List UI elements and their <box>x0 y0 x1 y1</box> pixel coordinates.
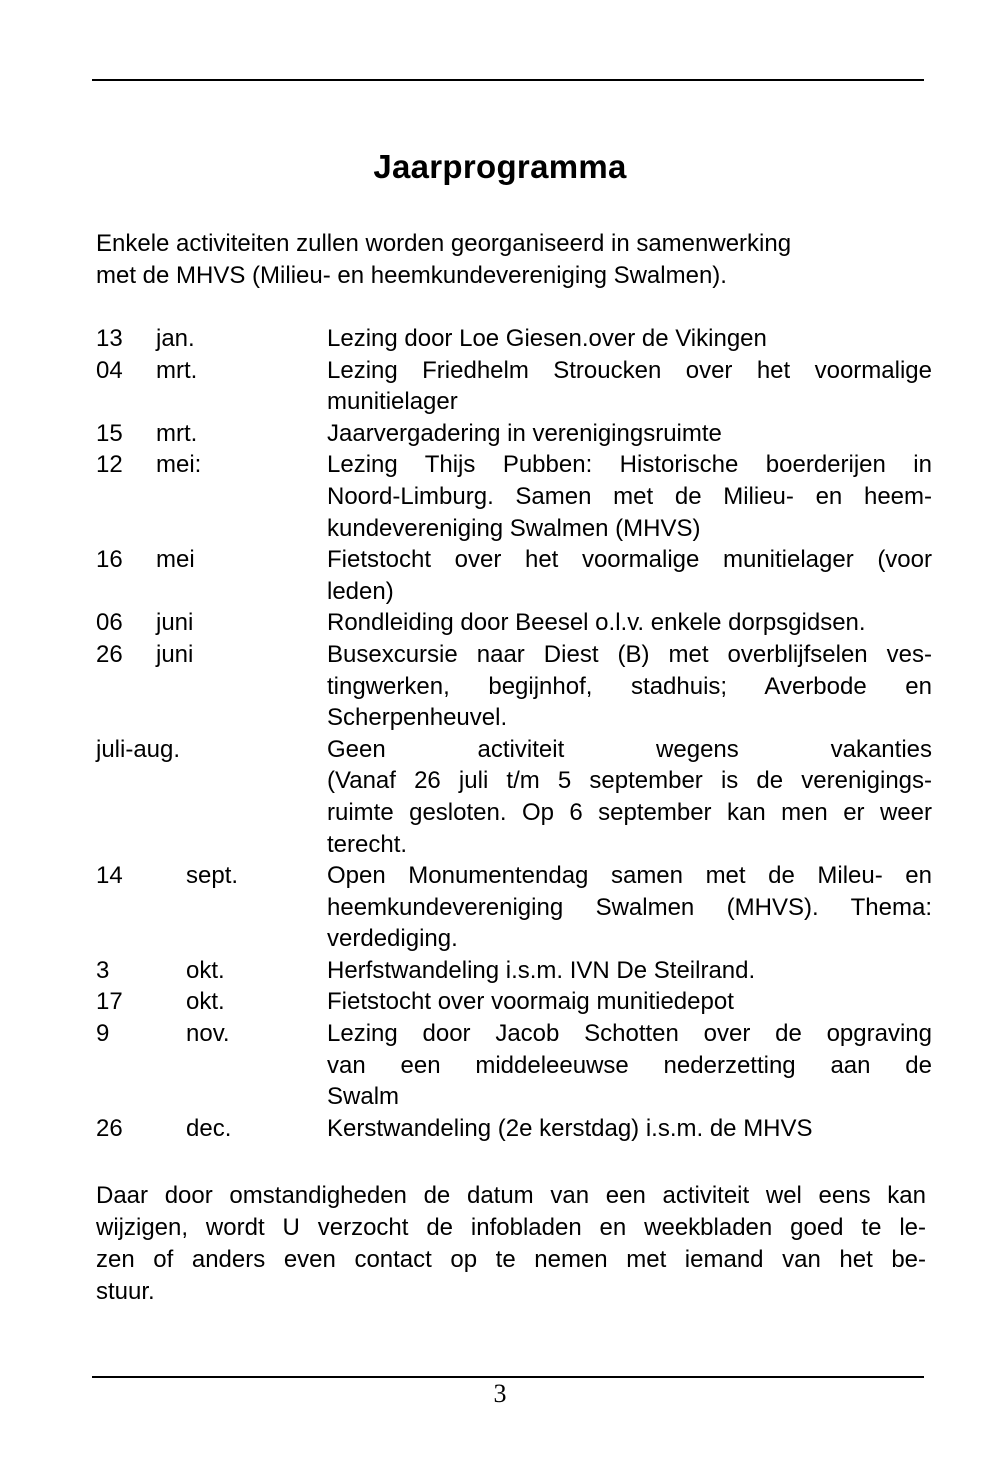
entry-month: mei: <box>156 451 202 479</box>
entry-month: mei <box>156 546 195 574</box>
page-title: Jaarprogramma <box>373 148 627 185</box>
entry-description <box>327 449 932 544</box>
entry-description-line: Noord-Limburg. Samen met de Milieu- en heem- <box>327 482 932 510</box>
bottom-rule <box>92 1376 924 1378</box>
entry-description <box>327 355 932 418</box>
entry-description <box>327 955 932 987</box>
entry-description <box>327 544 932 607</box>
program-list <box>96 323 934 1144</box>
entry-month: mrt. <box>156 356 198 384</box>
entry-month: nov. <box>186 1020 230 1048</box>
entry-description <box>327 1018 932 1113</box>
closing-paragraph <box>96 1180 926 1308</box>
entry-day: 16 <box>96 546 123 574</box>
intro-line: met de MHVS (Milieu- en heemkundevereniging Swalmen). <box>96 262 727 289</box>
entry-description <box>327 607 932 639</box>
entry-description-line: Rondleiding door Beesel o.l.v. enkele dorpsgidsen. <box>327 609 866 637</box>
entry-description-line: Lezing Friedhelm Stroucken over het voormalige <box>327 356 932 384</box>
entry-month: sept. <box>186 862 239 890</box>
entry-description-line: kundevereniging Swalmen (MHVS) <box>327 514 701 542</box>
entry-day: 13 <box>96 325 123 352</box>
program-entry <box>96 355 934 418</box>
entry-day: 3 <box>96 956 110 984</box>
program-entry <box>96 860 934 955</box>
entry-month: juni <box>156 640 194 668</box>
entry-day: 26 <box>96 1114 123 1142</box>
entry-description-line: Fietstocht over voormaig munitiedepot <box>327 988 734 1016</box>
entry-month: okt. <box>186 956 225 984</box>
program-entry <box>96 986 934 1018</box>
entry-description-line: leden) <box>327 577 394 605</box>
entry-month: jan. <box>156 325 195 352</box>
program-entry <box>96 1018 934 1113</box>
entry-day: 04 <box>96 356 123 384</box>
entry-description-line: heemkundevereniging Swalmen (MHVS). Thema: <box>327 893 932 921</box>
closing-line: zen of anders even contact op te nemen met iemand van het be- <box>96 1246 926 1273</box>
entry-month: okt. <box>186 988 225 1016</box>
intro-line: Enkele activiteiten zullen worden georganiseerd in samenwerking <box>96 230 792 257</box>
entry-day: 26 <box>96 640 123 668</box>
entry-description-line: terecht. <box>327 830 408 858</box>
entry-description-line: Busexcursie naar Diest (B) met overblijfselen ves- <box>327 640 932 668</box>
closing-line: stuur. <box>96 1278 155 1305</box>
program-entry <box>96 607 934 639</box>
entry-description <box>327 323 932 355</box>
entry-day: 06 <box>96 609 123 637</box>
entry-month: juni <box>156 609 194 637</box>
program-entry <box>96 955 934 987</box>
entry-day: 9 <box>96 1020 110 1048</box>
program-entry <box>96 639 934 734</box>
entry-description-line: verdediging. <box>327 925 458 953</box>
entry-description-line: Herfstwandeling i.s.m. IVN De Steilrand. <box>327 956 756 984</box>
program-entry <box>96 1113 934 1145</box>
entry-day: 14 <box>96 862 123 890</box>
entry-description-line: Open Monumentendag samen met de Mileu- en <box>327 862 932 890</box>
entry-description-line: Lezing door Loe Giesen.over de Vikingen <box>327 325 767 352</box>
entry-day: 15 <box>96 419 123 447</box>
entry-day: juli-aug. <box>96 735 181 763</box>
entry-description-line: Scherpenheuvel. <box>327 704 508 732</box>
entry-description-line: Geen activiteit wegens vakanties <box>327 735 932 763</box>
entry-day: 12 <box>96 451 123 479</box>
program-entry <box>96 418 934 450</box>
entry-description-line: (Vanaf 26 juli t/m 5 september is de verenigings- <box>327 767 932 795</box>
entry-description <box>327 734 932 860</box>
entry-description-line: Jaarvergadering in verenigingsruimte <box>327 419 722 447</box>
closing-line: Daar door omstandigheden de datum van een activiteit wel eens kan <box>96 1182 926 1209</box>
entry-day: 17 <box>96 988 123 1016</box>
entry-description <box>327 418 932 450</box>
top-rule <box>92 79 924 81</box>
program-entry <box>96 544 934 607</box>
entry-description-line: Fietstocht over het voormalige munitielager (voor <box>327 546 932 574</box>
page-number: 3 <box>493 1379 507 1408</box>
entry-description-line: munitielager <box>327 388 458 416</box>
entry-description-line: ruimte gesloten. Op 6 september kan men er weer <box>327 798 932 826</box>
entry-description-line: Swalm <box>327 1083 400 1111</box>
entry-description <box>327 639 932 734</box>
program-entry <box>96 323 934 355</box>
program-entry <box>96 449 934 544</box>
intro-paragraph <box>96 228 906 292</box>
entry-month: dec. <box>186 1114 232 1142</box>
closing-line: wijzigen, wordt U verzocht de infobladen en weekbladen goed te le- <box>96 1214 926 1241</box>
entry-description-line: tingwerken, begijnhof, stadhuis; Averbode en <box>327 672 932 700</box>
entry-description-line: Kerstwandeling (2e kerstdag) i.s.m. de MHVS <box>327 1114 813 1142</box>
entry-description <box>327 860 932 955</box>
entry-month: mrt. <box>156 419 198 447</box>
entry-description-line: van een middeleeuwse nederzetting aan de <box>327 1051 932 1079</box>
program-entry <box>96 734 934 860</box>
entry-description-line: Lezing Thijs Pubben: Historische boerderijen in <box>327 451 932 479</box>
entry-description <box>327 1113 932 1145</box>
entry-description <box>327 986 932 1018</box>
entry-description-line: Lezing door Jacob Schotten over de opgraving <box>327 1020 932 1048</box>
